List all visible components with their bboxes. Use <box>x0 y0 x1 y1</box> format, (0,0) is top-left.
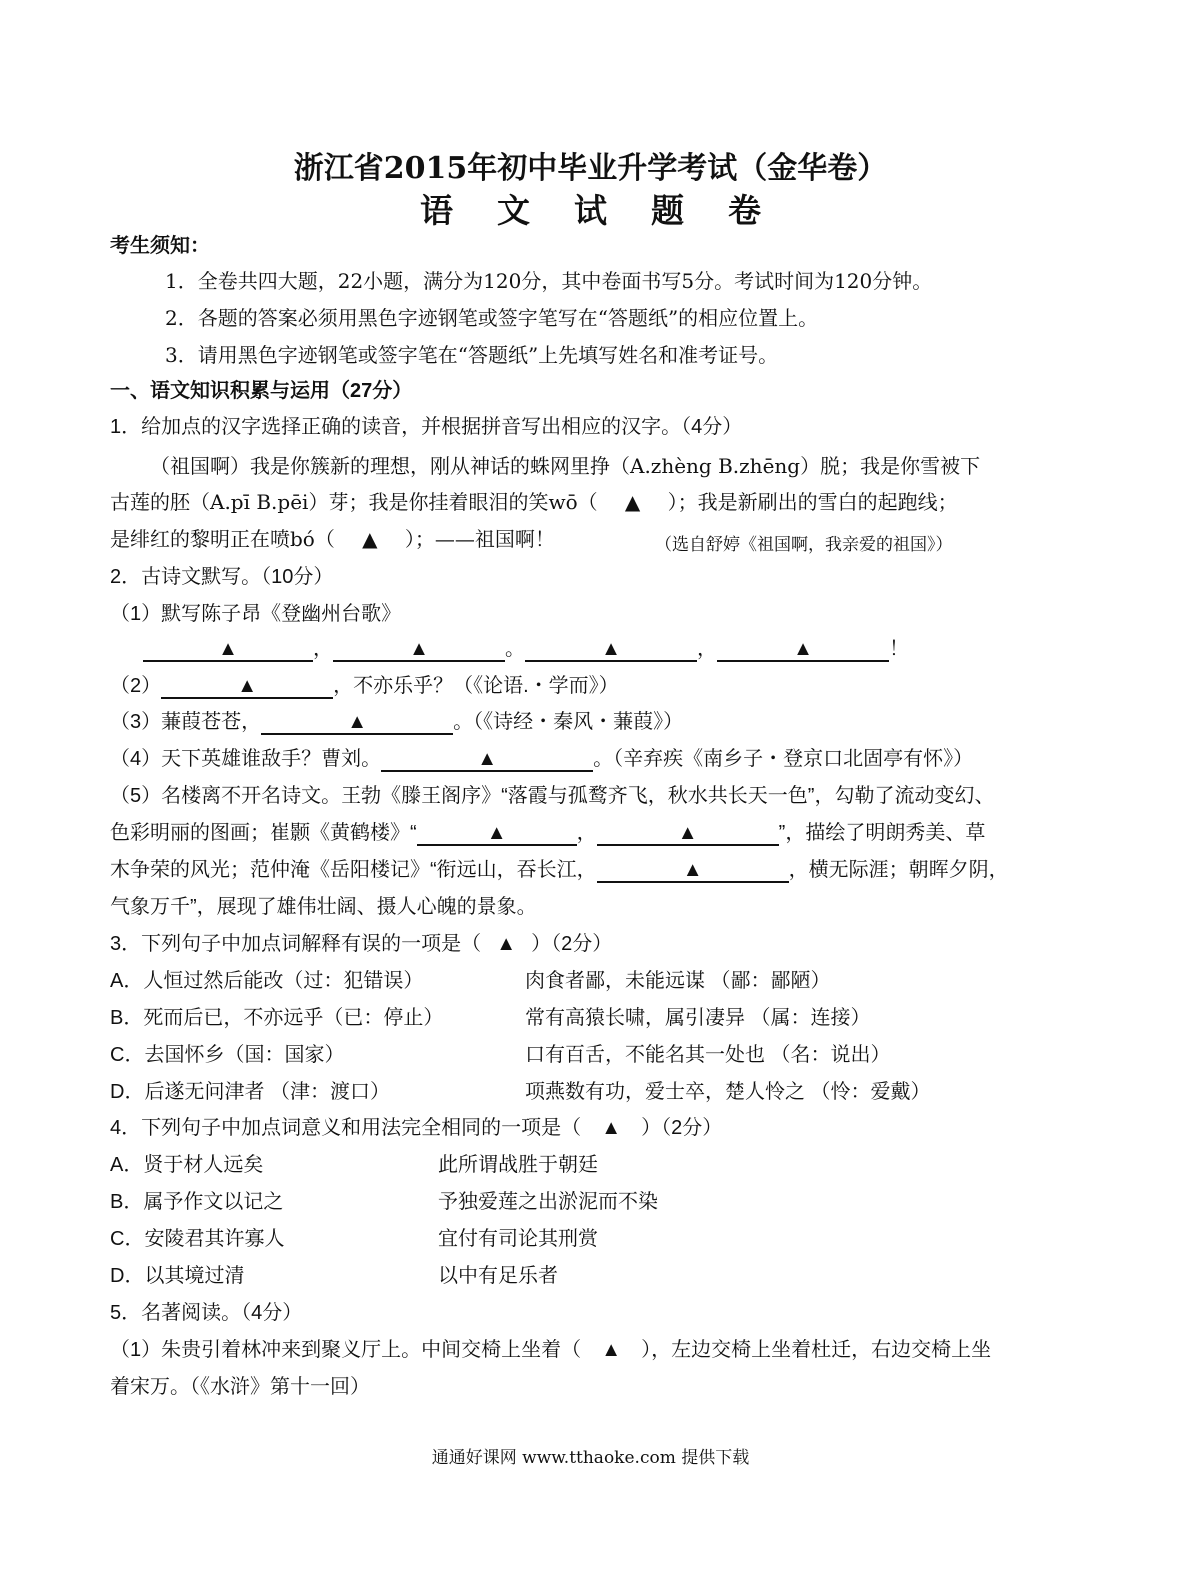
q5-part1-text-b: ），左边交椅上坐着杜迁，右边交椅上坐 <box>641 1339 992 1361</box>
placeholder-triangle: ▲ <box>362 527 378 551</box>
q1-source: （选自舒婷《祖国啊，我亲爱的祖国》） <box>655 535 953 554</box>
q4-option-a-left: A．贤于材人远矣 <box>110 1154 264 1176</box>
q3-option-c-left: C．去国怀乡（国：国家） <box>110 1044 345 1066</box>
q3-option-d-right: 项燕数有功，爱士卒，楚人怜之 （怜：爱戴） <box>525 1081 931 1103</box>
answer-blank[interactable]: ▲ <box>143 636 313 662</box>
q2-part2-label: （2） <box>110 675 162 697</box>
q2-part1-blanks <box>143 636 909 662</box>
punct: ， <box>576 822 597 844</box>
q2-part5-text: ，横无际涯；朝晖夕阴， <box>788 859 1009 881</box>
q2-part4 <box>110 746 973 772</box>
q2-stem: 2．古诗文默写。（10分） <box>110 566 334 588</box>
q1-line3-text-a: 是绯红的黎明正在喷bó（ <box>110 527 335 551</box>
answer-blank[interactable]: ▲ <box>161 673 333 699</box>
placeholder-triangle: ▲ <box>624 490 641 514</box>
punct: ， <box>697 638 717 660</box>
q1-line2-text-a: 古莲的胚（A.pī B.pēi）芽；我是你挂着眼泪的笑wō（ <box>110 490 598 514</box>
q5-part1-line2: 着宋万。（《水浒》第十一回） <box>110 1376 370 1398</box>
q2-part5-line2 <box>110 820 985 846</box>
q3-stem-score: ）（2分） <box>531 933 613 955</box>
answer-blank[interactable]: ▲ <box>333 636 505 662</box>
answer-blank[interactable]: ▲ <box>381 746 593 772</box>
q3-option-a-right: 肉食者鄙，未能远谋 （鄙：鄙陋） <box>525 970 831 992</box>
q5-part1-line1 <box>110 1337 991 1363</box>
q4-stem-score: ）（2分） <box>641 1117 723 1139</box>
q2-part5-text: 色彩明丽的图画；崔颢《黄鹤楼》“ <box>110 822 417 844</box>
q5-part1-text-a: （1）朱贵引着林冲来到聚义厅上。中间交椅上坐着（ <box>110 1339 582 1361</box>
notice-item-2: 2．各题的答案必须用黑色字迹钢笔或签字笔写在“答题纸”的相应位置上。 <box>165 306 819 330</box>
exam-subtitle: 语文试题卷 <box>420 191 805 230</box>
answer-blank[interactable]: ▲ <box>717 636 889 662</box>
q2-part4-text-b: 。（辛弃疾《南乡子・登京口北固亭有怀》） <box>593 748 974 770</box>
q3-option-c-right: 口有百舌，不能名其一处也 （名：说出） <box>525 1044 891 1066</box>
q2-part4-text-a: （4）天下英雄谁敌手？曹刘。 <box>110 748 382 770</box>
q2-part5-text: 木争荣的风光；范仲淹《岳阳楼记》“衔远山，吞长江， <box>110 859 597 881</box>
q4-option-b-right: 予独爱莲之出淤泥而不染 <box>438 1191 658 1213</box>
notice-item-1: 1．全卷共四大题，22小题，满分为120分，其中卷面书写5分。考试时间为120分钟。 <box>165 269 933 293</box>
q1-line3-text-b: ）；——祖国啊！ <box>404 527 555 551</box>
q2-part3-text-a: （3）蒹葭苍苍， <box>110 711 262 733</box>
footer-credit: 通通好课网 www.tthaoke.com 提供下载 <box>431 1448 750 1468</box>
q4-option-d-right: 以中有足乐者 <box>438 1265 558 1287</box>
q4-option-c-left: C．安陵君其许寡人 <box>110 1228 285 1250</box>
q4-option-d-left: D．以其境过清 <box>110 1265 245 1287</box>
q2-part5-line4: 气象万千”，展现了雄伟壮阔、摄人心魄的景象。 <box>110 896 537 918</box>
q1-stem: 1．给加点的汉字选择正确的读音，并根据拼音写出相应的汉字。（4分） <box>110 416 743 438</box>
placeholder-triangle: ▲ <box>496 933 517 955</box>
punct: ， <box>313 638 333 660</box>
q1-line3 <box>110 526 555 552</box>
q2-part5-line1: （5）名楼离不开名诗文。王勃《滕王阁序》“落霞与孤鹜齐飞，秋水共长天一色”，勾勒了流动变幻、 <box>110 785 995 807</box>
q4-stem <box>110 1115 722 1141</box>
answer-blank[interactable]: ▲ <box>597 820 779 846</box>
q2-part2-text: ，不亦乐乎？（《论语.・学而》） <box>333 675 619 697</box>
answer-blank[interactable]: ▲ <box>525 636 697 662</box>
q1-line2 <box>110 489 958 515</box>
answer-blank[interactable]: ▲ <box>597 857 789 883</box>
answer-blank[interactable]: ▲ <box>261 709 453 735</box>
q2-part3 <box>110 709 683 735</box>
answer-blank[interactable]: ▲ <box>417 820 577 846</box>
q1-line1: （祖国啊）我是你簇新的理想，刚从神话的蛛网里挣（A.zhèng B.zhēng）脱；我是你雪被下 <box>150 454 981 478</box>
q2-part1: （1）默写陈子昂《登幽州台歌》 <box>110 603 402 625</box>
punct: ！ <box>889 638 909 660</box>
q2-part5-text: ”，描绘了明朗秀美、草 <box>778 822 986 844</box>
notice-heading: 考生须知： <box>110 235 210 257</box>
notice-item-3: 3．请用黑色字迹钢笔或签字笔在“答题纸”上先填写姓名和准考证号。 <box>165 343 779 367</box>
q2-part5-line3 <box>110 857 1009 883</box>
section1-heading: 一、语文知识积累与运用（27分） <box>110 380 413 402</box>
q5-stem: 5．名著阅读。（4分） <box>110 1302 303 1324</box>
q4-option-b-left: B．属予作文以记之 <box>110 1191 284 1213</box>
q3-stem <box>110 931 612 957</box>
placeholder-triangle: ▲ <box>601 1339 622 1361</box>
q2-part2 <box>110 673 619 699</box>
exam-title: 浙江省2015年初中毕业升学考试（金华卷） <box>293 151 888 186</box>
q3-option-b-left: B．死而后已，不亦远乎（已：停止） <box>110 1007 444 1029</box>
placeholder-triangle: ▲ <box>601 1117 622 1139</box>
punct: 。 <box>505 638 525 660</box>
q1-line2-text-b: ）；我是新刷出的雪白的起跑线； <box>667 490 958 514</box>
q4-option-a-right: 此所谓战胜于朝廷 <box>438 1154 598 1176</box>
q3-option-b-right: 常有高猿长啸，属引凄异 （属：连接） <box>525 1007 871 1029</box>
q3-option-a-left: A．人恒过然后能改（过：犯错误） <box>110 970 424 992</box>
q3-option-d-left: D．后遂无问津者 （津：渡口） <box>110 1081 390 1103</box>
q3-stem-text: 3．下列句子中加点词解释有误的一项是（ <box>110 933 482 955</box>
q2-part3-text-b: 。（《诗经・秦风・蒹葭》） <box>453 711 684 733</box>
q4-option-c-right: 宜付有司论其刑赏 <box>438 1228 598 1250</box>
q4-stem-text: 4．下列句子中加点词意义和用法完全相同的一项是（ <box>110 1117 582 1139</box>
